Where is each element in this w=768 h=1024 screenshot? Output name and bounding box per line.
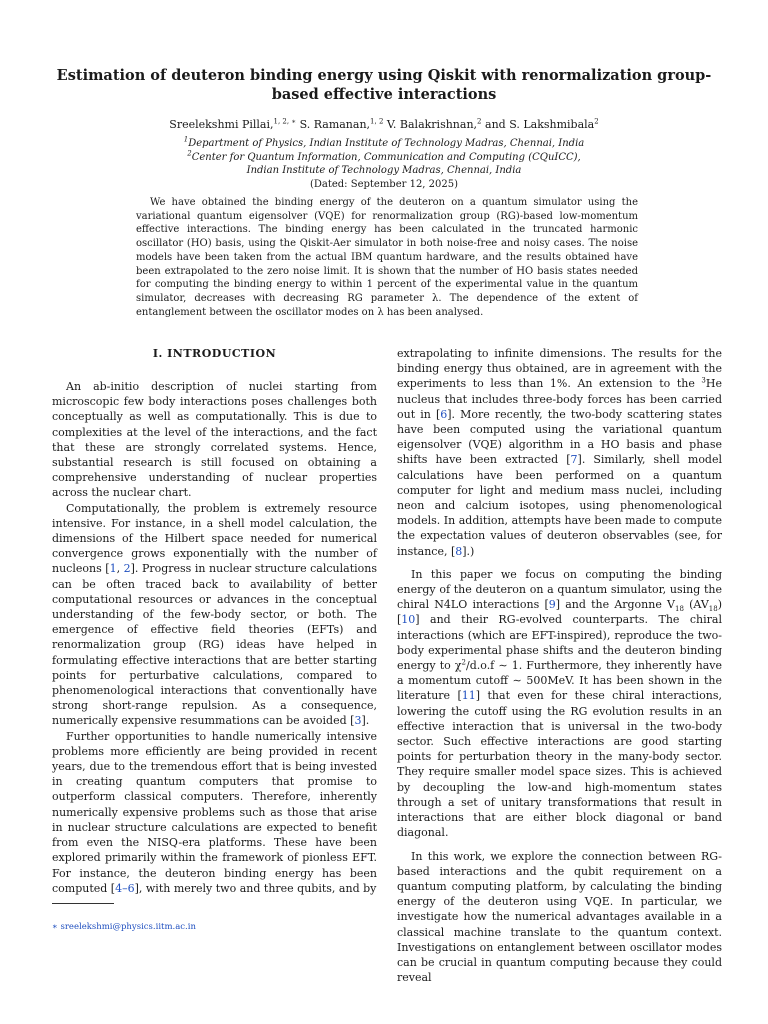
author-affiliation-mark: 2: [594, 117, 599, 126]
abstract: We have obtained the binding energy of the deuteron on a quantum simulator using the variational quantum eigensolver (VQE) for renormalization group (RG)-based low-momentum effective interactions. The binding energy has been calculated in the truncated harmonic oscillator (HO) basis, using the Qiskit-Aer simulator in both noise-free and noisy cases. The noise models have been taken from the actual IBM quantum hardware, and the results obtained have been extrapolated to the zero noise limit. It is shown that the number of HO basis states needed for computing the binding energy to within 1 percent of the experimental value in the quantum simulator, decreases with decreasing RG parameter λ. The dependence of the extent of entanglement between the oscillator modes on λ has been analysed.: [136, 197, 638, 318]
paragraph-text: ]. Similarly, shell model calculations have been performed on a quantum computer for light and medium mass nuclei, including neon and calcium isotopes, using phenomenological models. In addition, attempts have been made to compute the expectation values of deuteron observables (see, for instance, [: [397, 453, 723, 558]
paragraph: An ab-initio description of nuclei starting from microscopic few body interactions poses challenges both conceptually as well as computationally. This is due to complexities at the level of the interactions, and the fact that these are strongly correlated systems. Hence, substantial research is still focused on obtaining a comprehensive understanding of nuclear properties across the nuclear chart.: [52, 380, 377, 500]
author-conjunction: and: [485, 118, 506, 131]
citation-link[interactable]: 4–6: [115, 881, 135, 895]
paragraph: In this work, we explore the connection between RG-based interactions and the qubit requirement on a quantum computing platform, by calculating the binding energy of the deuteron using VQE. In particular, we investigate how the numerical advantages available in a classical machine translate to the quantum context. Investigations on entanglement between oscillator modes can be crucial in quantum computing because they could reveal: [397, 849, 722, 985]
affiliation-text: Department of Physics, Indian Institute of Technology Madras, Chennai, India: [188, 138, 585, 149]
paper-title: Estimation of deuteron binding energy using Qiskit with renormalization group-based effective interactions: [56, 67, 712, 103]
paragraph: [52, 501, 377, 729]
author-affiliation-mark: 2: [477, 117, 482, 126]
paragraph-text: Computationally, the problem is extremely resource intensive. For instance, in a shell model calculation, the dimensions of the Hilbert space needed for numerical convergence grows exponentially with the number of nucleons [: [52, 501, 377, 576]
left-column: [52, 346, 377, 896]
paragraph-text: In this paper we focus on computing the binding energy of the deuteron on a quantum simulator, using the chiral N4LO interactions [: [397, 567, 722, 612]
author-list: [40, 118, 728, 132]
paragraph: [397, 567, 722, 841]
email-link[interactable]: sreelekshmi@physics.iitm.ac.in: [60, 922, 196, 932]
paragraph: [52, 729, 377, 896]
isotope-superscript: 3: [701, 376, 706, 385]
paragraph-text: He nucleus that includes three-body forces has been carried out in [: [397, 377, 722, 421]
citation-link[interactable]: 2: [123, 562, 131, 576]
author-affiliation-mark: 1, 2: [370, 117, 384, 126]
paragraph-text: ], with merely two and three qubits, and by: [134, 881, 377, 895]
paragraph-text: ,: [116, 562, 124, 576]
citation-link[interactable]: 9: [548, 598, 556, 612]
author-name: Sreelekshmi Pillai,: [169, 118, 274, 131]
author-name: S. Ramanan,: [299, 118, 371, 131]
citation-link[interactable]: 11: [461, 689, 476, 703]
section-heading-introduction: I. INTRODUCTION: [152, 347, 277, 360]
paragraph-text: extrapolating to infinite dimensions. The results for the binding energy thus obtained, are in agreement with the experiments to less than 1%. An extension to the: [397, 347, 722, 391]
citation-link[interactable]: 7: [570, 453, 578, 467]
affiliations: [40, 137, 728, 191]
paragraph-text: ]. More recently, the two-body scattering states have been computed using the variational quantum eigensolver (VQE) algorithm in a HO basis and phase shifts have been extracted [: [397, 407, 722, 467]
footnote: [52, 921, 196, 933]
citation-link[interactable]: 8: [455, 544, 463, 558]
right-column: [397, 346, 722, 985]
citation-link[interactable]: 3: [354, 714, 362, 728]
subscript: 18: [708, 605, 718, 614]
affiliation-1: [40, 137, 728, 151]
paragraph: [397, 346, 722, 559]
affiliation-text: Center for Quantum Information, Communication and Computing (CQuICC),: [191, 151, 581, 163]
subscript: 18: [675, 605, 684, 614]
paragraph-text: Further opportunities to handle numerically intensive problems more efficiently are being provided in recent years, due to the tremendous effort that is being invested in creating quantum computers that promise to outperform classical computers. Therefore, inherently numerically expensive problems such as those that arise in nuclear structure calculations are expected to benefit from even the NISQ-era platforms. These have been explored primarily within the framework of pionless EFT. For instance, the deuteron binding energy has been computed [: [52, 729, 377, 895]
affiliation-number: 1: [183, 135, 189, 144]
author-name: V. Balakrishnan,: [386, 118, 478, 131]
paragraph-text: ]. Progress in nuclear structure calculations can be often traced back to availability of better computational resources or advances in the conceptual understanding of the few-body sector, or both. The emergence of effective field theories (EFTs) and renormalization group (RG) ideas have helped in formulating effective interactions that are better starting points for perturbative calculations, compared to phenomenological interactions that conventionally have strong short-range repulsion. As a consequence, numerically expensive resummations can be avoided [: [52, 562, 377, 728]
author-affiliation-mark: 1, 2, ∗: [273, 117, 297, 126]
paragraph-text: ] and the Argonne V: [555, 598, 676, 612]
affiliation-2: [40, 151, 728, 165]
author-name: S. Lakshmibala: [509, 118, 595, 131]
dated-line: (Dated: September 12, 2025): [309, 178, 459, 190]
citation-link[interactable]: 1: [109, 562, 117, 576]
citation-link[interactable]: 6: [440, 407, 448, 421]
citation-link[interactable]: 10: [401, 613, 416, 627]
paragraph-text: ].): [462, 544, 475, 558]
paragraph-text: ) [: [397, 598, 722, 627]
paragraph-text: ] that even for these chiral interactions, lowering the cutoff using the RG evolution results in an effective interaction that is universal in the two-body sector. Such effective interactions are good starting points for perturbation theory in the many-body sector. They require smaller model space sizes. This is achieved by decoupling the low-and high-momentum states through a set of unitary transformations that result in interactions that are either block diagonal or band diagonal.: [397, 689, 722, 840]
paragraph-text: (AV: [683, 598, 709, 612]
affiliation-2-line-2: Indian Institute of Technology Madras, Chennai, India: [246, 165, 522, 176]
paragraph-text: ].: [361, 714, 370, 728]
paragraph-text: ] and their RG-evolved counterparts. The chiral interactions (which are EFT-inspired), reproduce the two-body experimental phase shifts and the deuteron binding energy to χ: [397, 613, 722, 673]
paragraph-text: /d.o.f ∼ 1. Furthermore, they inherently have a momentum cutoff ∼ 500MeV. It has been shown in the literature [: [397, 659, 722, 703]
footnote-divider: [52, 903, 114, 904]
superscript: 2: [461, 658, 467, 667]
footnote-mark: ∗: [52, 922, 58, 932]
affiliation-number: 2: [187, 149, 192, 158]
